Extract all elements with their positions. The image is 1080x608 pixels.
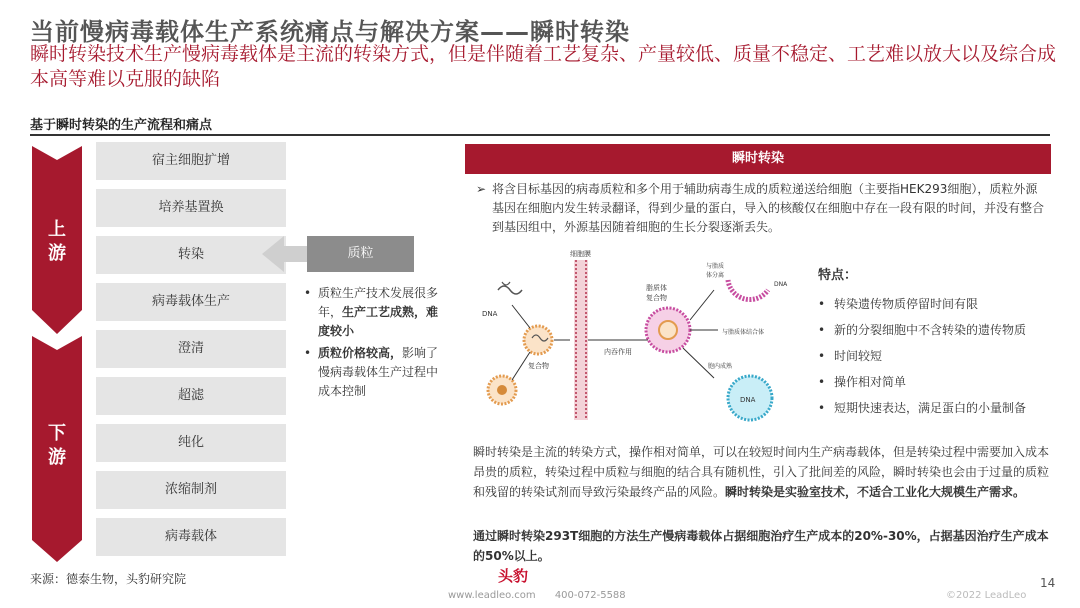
- complex-label: 复合物: [528, 362, 549, 370]
- feature-item: • 短期快速表达，满足蛋白的小量制备: [818, 395, 1058, 421]
- step-host-cell-expansion: 宿主细胞扩增: [96, 142, 286, 180]
- svg-text:与脂质体结合体: 与脂质体结合体: [722, 329, 765, 336]
- cost-paragraph: 通过瞬时转染293T细胞的方法生产慢病毒载体占据细胞治疗生产成本的20%-30%，占据基因治疗生产成本的50%以上。: [473, 529, 1049, 563]
- feature-item: • 转染遗传物质停留时间有限: [818, 291, 1058, 317]
- dna-strand-icon: [482, 282, 522, 318]
- step-medium-exchange: 培养基置换: [96, 189, 286, 227]
- page-subtitle: 瞬时转染技术生产慢病毒载体是主流的转染方式，但是伴随着工艺复杂、产量较低、质量不稳定、工艺难以放大以及综合成本高等难以克服的缺陷: [30, 43, 1057, 90]
- svg-text:胞内成熟: 胞内成熟: [708, 363, 733, 370]
- step-concentration: 浓缩制剂: [96, 471, 286, 509]
- svg-text:体分离: 体分离: [706, 272, 725, 279]
- svg-text:DNA: DNA: [482, 310, 498, 318]
- step-ultrafiltration: 超滤: [96, 377, 286, 415]
- page-number: 14: [1040, 576, 1056, 590]
- feature-item: • 新的分裂细胞中不含转染的遗传物质: [818, 317, 1058, 343]
- section-divider: [30, 134, 1050, 136]
- downstream-label: [32, 422, 82, 470]
- features-title: 特点：: [818, 268, 858, 283]
- svg-text:与脂质: 与脂质: [706, 263, 725, 270]
- source-note: 来源：德泰生物，头豹研究院: [30, 572, 187, 586]
- complex-icon: [524, 326, 552, 370]
- nucleus-icon: [728, 376, 772, 420]
- downstream-char-1: 下: [48, 423, 66, 444]
- plasmid-bullet: • 质粒价格较高，影响了慢病毒载体生产过程中成本控制: [304, 344, 446, 401]
- copyright: ©2022 LeadLeo: [946, 590, 1027, 601]
- step-vector-production: 病毒载体生产: [96, 283, 286, 321]
- footer-contact: [448, 590, 642, 601]
- upstream-char-2: 游: [48, 243, 66, 264]
- plasmid-bullet: • 质粒生产技术发展很多年，生产工艺成熟，难度较小: [304, 284, 446, 341]
- transient-header: 瞬时转染: [465, 144, 1051, 174]
- feature-item: • 时间较短: [818, 343, 1058, 369]
- downstream-char-2: 游: [48, 447, 66, 468]
- svg-text:DNA: DNA: [740, 396, 756, 404]
- separation-icon: [706, 262, 788, 300]
- upstream-label: [32, 218, 82, 266]
- arrow-bullet-icon: ➢: [476, 182, 487, 196]
- section-heading: 基于瞬时转染的生产流程和痛点: [30, 118, 213, 133]
- website-link[interactable]: www.leadleo.com: [448, 590, 536, 601]
- svg-text:内吞作用: 内吞作用: [604, 348, 632, 356]
- transient-intro: ➢ 将含目标基因的病毒质粒和多个用于辅助病毒生成的质粒递送给细胞（主要指HEK293细胞），质粒外源基因在细胞内发生转录翻译，得到少量的蛋白，导入的核酸仅在细胞中存在一段有限的时间，并没有整合到基因组中，外源基因随着细胞的生长分裂逐渐丢失。: [476, 182, 1045, 234]
- plasmid-bullets: [304, 284, 446, 404]
- plasmid-arrow-icon: [262, 234, 312, 278]
- step-purification: 纯化: [96, 424, 286, 462]
- page-title: 当前慢病毒载体生产系统痛点与解决方案——瞬时转染: [30, 18, 630, 46]
- step-clarification: 澄清: [96, 330, 286, 368]
- plasmid-box: 质粒: [307, 236, 414, 272]
- leadleo-logo: 头豹: [498, 567, 529, 585]
- liposome-icon: [488, 376, 516, 404]
- feature-item: • 操作相对简单: [818, 369, 1058, 395]
- upstream-char-1: 上: [48, 219, 66, 240]
- endosome-icon: [646, 283, 690, 352]
- svg-text:细胞膜: 细胞膜: [570, 250, 591, 258]
- svg-text:脂质体: 脂质体: [646, 284, 667, 292]
- transient-paragraph: 瞬时转染是主流的转染方式，操作相对简单，可以在较短时间内生产病毒载体，但是转染过程中需要加入成本昂贵的质粒，转染过程中质粒与细胞的结合具有随机性，引入了批间差的风险，瞬时转染也会由于过量的质粒和残留的转染试剂而导致污染最终产品的风险。瞬时转染是实验室技术，不适合工业化大规模生产需求。: [473, 445, 1050, 499]
- phone-number: 400-072-5588: [554, 590, 626, 601]
- cell-membrane-icon: [570, 250, 591, 420]
- transfection-diagram: [478, 250, 808, 434]
- step-transfection: 转染: [96, 236, 286, 274]
- svg-text:DNA: DNA: [774, 281, 788, 288]
- features-list: [818, 264, 1058, 421]
- svg-text:复合物: 复合物: [646, 294, 667, 302]
- step-viral-vector: 病毒载体: [96, 518, 286, 556]
